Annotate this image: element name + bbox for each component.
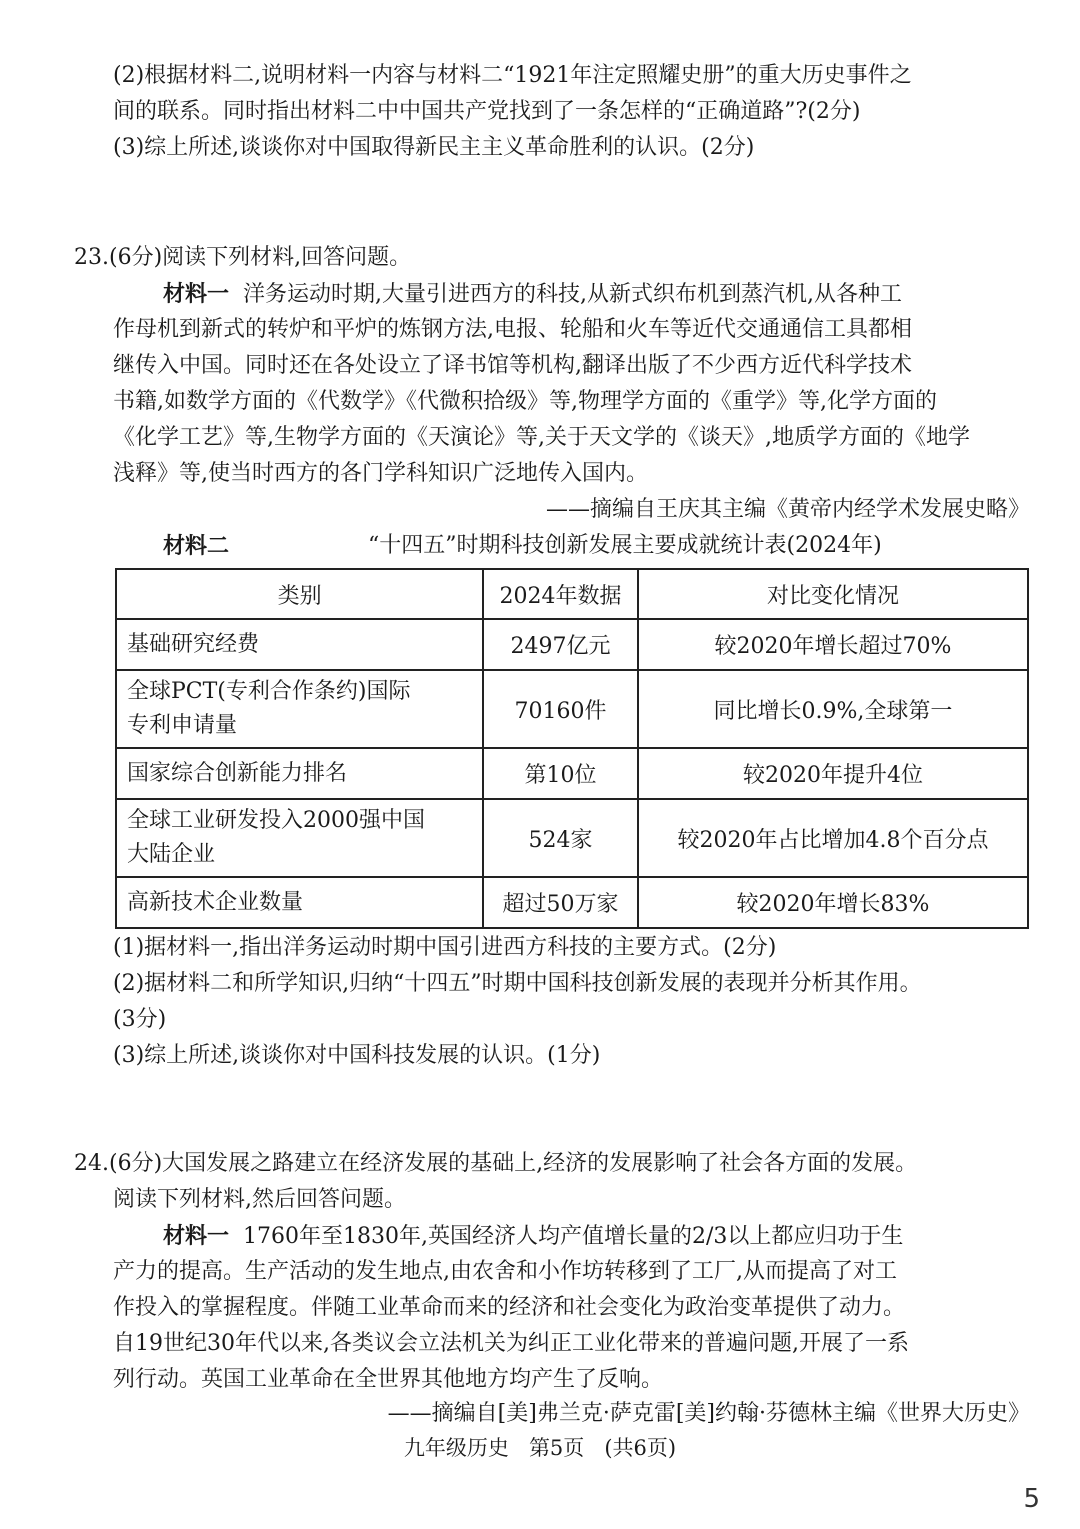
- q24-header-line1: 24.(6分)大国发展之路建立在经济发展的基础上,经济的发展影响了社会各方面的发展。: [74, 1151, 918, 1176]
- table-cell-change: 较2020年提升4位: [638, 748, 1028, 799]
- q23-material1-text: 洋务运动时期,大量引进西方的科技,从新式织布机到蒸汽机,从各种工: [243, 282, 902, 307]
- q24-material1-label: 材料一: [163, 1223, 230, 1249]
- q23-material1-source: ——摘编自王庆其主编《黄帝内经学术发展史略》: [545, 497, 1030, 522]
- q23-part3: (3)综上所述,谈谈你对中国科技发展的认识。(1分): [113, 1043, 601, 1068]
- q22-part3: (3)综上所述,谈谈你对中国取得新民主主义革命胜利的认识。(2分): [113, 135, 755, 160]
- q24-header-line2: 阅读下列材料,然后回答问题。: [113, 1187, 406, 1212]
- table-cell-data: 2497亿元: [483, 619, 638, 670]
- table-cell-data: 超过50万家: [483, 877, 638, 928]
- q22-part2-line2: 间的联系。同时指出材料二中中国共产党找到了一条怎样的“正确道路”?(2分): [113, 99, 861, 124]
- q22-part2-line1: (2)根据材料二,说明材料一内容与材料二“1921年注定照耀史册”的重大历史事件之: [113, 63, 912, 88]
- table-cell-category: 国家综合创新能力排名: [116, 748, 483, 799]
- q23-material1-line1: [163, 276, 902, 313]
- q23-material1-line4: 书籍,如数学方面的《代数学》《代微积拾级》等,物理学方面的《重学》等,化学方面的: [113, 389, 937, 414]
- table-row: [116, 619, 1028, 670]
- q23-material1-label: 材料一: [163, 281, 230, 307]
- table-row: [116, 877, 1028, 928]
- q24-material1-source: ——摘编自[美]弗兰克·萨克雷[美]约翰·芬德林主编《世界大历史》: [387, 1401, 1030, 1426]
- table-cell-change: 较2020年占比增加4.8个百分点: [638, 799, 1028, 877]
- footer-page: 第5页: [528, 1436, 585, 1460]
- q23-material2-title: “十四五”时期科技创新发展主要成就统计表(2024年): [368, 533, 882, 558]
- q23-part2-line1: (2)据材料二和所学知识,归纳“十四五”时期中国科技创新发展的表现并分析其作用。: [113, 971, 922, 996]
- achievement-table: [115, 568, 1029, 929]
- q24-material1-text: 1760年至1830年,英国经济人均产值增长量的2/3以上都应归功于生: [243, 1224, 904, 1249]
- q23-material1-line2: 作母机到新式的转炉和平炉的炼钢方法,电报、轮船和火车等近代交通通信工具都相: [113, 317, 912, 342]
- table-row: [116, 670, 1028, 748]
- table-cell-data: 70160件: [483, 670, 638, 748]
- table-header-change: 对比变化情况: [638, 569, 1028, 619]
- table-cell-data: 第10位: [483, 748, 638, 799]
- table-row: [116, 799, 1028, 877]
- q24-material1-line3: 作投入的掌握程度。伴随工业革命而来的经济和社会变化为政治变革提供了动力。: [113, 1295, 906, 1320]
- table-cell-data: 524家: [483, 799, 638, 877]
- table-header-row: [116, 569, 1028, 619]
- table-cell-category: 基础研究经费: [116, 619, 483, 670]
- q24-material1-line4: 自19世纪30年代以来,各类议会立法机关为纠正工业化带来的普遍问题,开展了一系: [113, 1331, 909, 1356]
- table-cell-change: 较2020年增长超过70%: [638, 619, 1028, 670]
- q24-material1-line2: 产力的提高。生产活动的发生地点,由农舍和小作坊转移到了工厂,从而提高了对工: [113, 1259, 897, 1284]
- page-number: 5: [1023, 1484, 1040, 1514]
- table-header-category: 类别: [116, 569, 483, 619]
- q23-header: 23.(6分)阅读下列材料,回答问题。: [74, 245, 412, 270]
- table-cell-change: 同比增长0.9%,全球第一: [638, 670, 1028, 748]
- table-cell-category: 全球PCT(专利合作条约)国际 专利申请量: [116, 670, 483, 748]
- footer-subject: 九年级历史: [403, 1436, 509, 1460]
- q23-material1-line3: 继传入中国。同时还在各处设立了译书馆等机构,翻译出版了不少西方近代科学技术: [113, 353, 912, 378]
- q23-material1-line5: 《化学工艺》等,生物学方面的《天演论》等,关于天文学的《谈天》,地质学方面的《地学: [113, 425, 970, 450]
- q23-material1-line6: 浅释》等,使当时西方的各门学科知识广泛地传入国内。: [113, 461, 648, 486]
- q24-material1-line1: [163, 1218, 903, 1255]
- q24-material1-line5: 列行动。英国工业革命在全世界其他地方均产生了反响。: [113, 1367, 664, 1392]
- table-cell-category: 全球工业研发投入2000强中国 大陆企业: [116, 799, 483, 877]
- table-row: [116, 748, 1028, 799]
- table-header-data: 2024年数据: [483, 569, 638, 619]
- table-cell-category: 高新技术企业数量: [116, 877, 483, 928]
- table-cell-change: 较2020年增长83%: [638, 877, 1028, 928]
- footer-total: (共6页): [604, 1436, 677, 1460]
- q23-part2-line2: (3分): [113, 1007, 167, 1032]
- q23-material2-label: 材料二: [163, 533, 230, 559]
- page-footer: [0, 1432, 1080, 1462]
- q23-part1: (1)据材料一,指出洋务运动时期中国引进西方科技的主要方式。(2分): [113, 935, 777, 960]
